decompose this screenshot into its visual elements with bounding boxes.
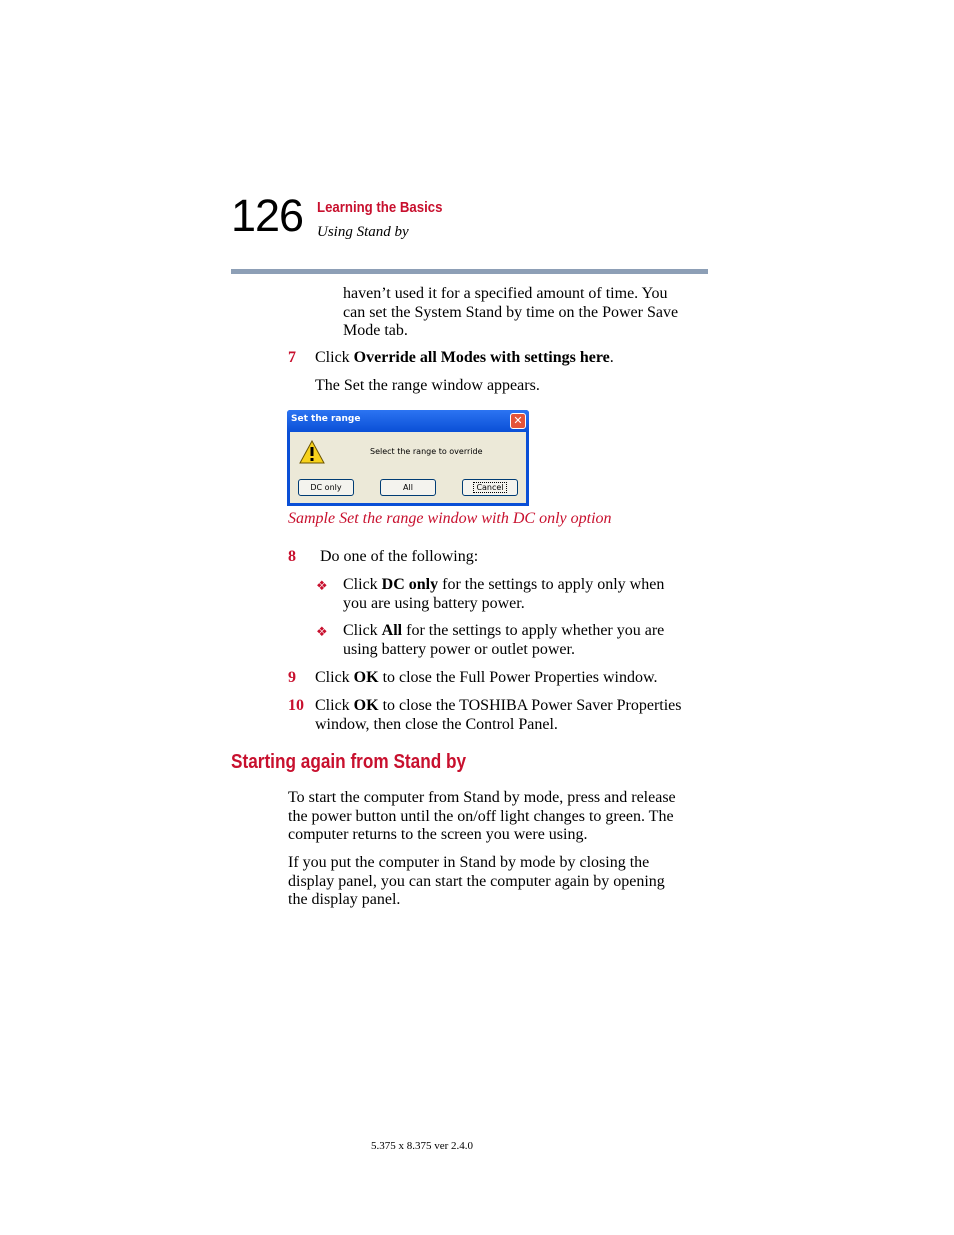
step-text: to close the TOSHIBA Power Saver Properties bbox=[378, 697, 682, 714]
step-7-followup: The Set the range window appears. bbox=[315, 377, 540, 394]
dialog-title: Set the range bbox=[291, 414, 361, 424]
step-10-text bbox=[315, 697, 682, 734]
step-text: Click bbox=[315, 349, 354, 366]
intro-paragraph bbox=[343, 285, 678, 341]
section-title: Using Stand by bbox=[317, 224, 409, 240]
section-heading: Starting again from Stand by bbox=[231, 751, 467, 773]
all-button[interactable] bbox=[380, 479, 436, 496]
all-label: All bbox=[403, 483, 413, 492]
step-number: 9 bbox=[288, 669, 296, 686]
bullet-icon: ❖ bbox=[316, 578, 328, 593]
step-text: Click bbox=[315, 669, 354, 686]
paragraph-line: computer returns to the screen you were using. bbox=[288, 826, 588, 843]
bullet-text: Click bbox=[343, 622, 382, 639]
paragraph-line: the display panel. bbox=[288, 891, 401, 908]
dialog-body bbox=[290, 432, 526, 503]
header-rule bbox=[231, 269, 708, 274]
step-text: to close the Full Power Properties window. bbox=[378, 669, 658, 686]
step-text: . bbox=[609, 349, 614, 366]
step-bold: OK bbox=[353, 669, 379, 686]
intro-line: haven’t used it for a specified amount of time. You bbox=[343, 285, 668, 302]
bullet-item bbox=[343, 622, 664, 659]
chapter-title: Learning the Basics bbox=[317, 199, 443, 216]
step-number: 8 bbox=[288, 548, 296, 565]
paragraph-line: If you put the computer in Stand by mode by closing the bbox=[288, 854, 650, 871]
bullet-text: you are using battery power. bbox=[343, 594, 525, 612]
step-number: 7 bbox=[288, 349, 296, 366]
bullet-bold: All bbox=[381, 622, 403, 639]
bullet-text: for the settings to apply only when bbox=[438, 576, 665, 593]
intro-line: can set the System Stand by time on the Power Save bbox=[343, 303, 679, 321]
step-bold: OK bbox=[353, 697, 379, 714]
cancel-button[interactable] bbox=[462, 479, 518, 496]
bullet-bold: DC only bbox=[381, 576, 439, 593]
warning-icon bbox=[299, 440, 325, 464]
paragraph bbox=[288, 854, 665, 910]
paragraph-line: display panel, you can start the computer again by opening bbox=[288, 872, 665, 890]
bullet-text: using battery power or outlet power. bbox=[343, 640, 575, 658]
bullet-text: for the settings to apply whether you are bbox=[402, 622, 665, 639]
set-range-dialog bbox=[287, 410, 529, 506]
bullet-item bbox=[343, 576, 664, 613]
dc-only-button[interactable] bbox=[298, 479, 354, 496]
cancel-label: Cancel bbox=[476, 483, 504, 492]
paragraph bbox=[288, 789, 676, 845]
intro-line: Mode tab. bbox=[343, 322, 408, 339]
step-text: window, then close the Control Panel. bbox=[315, 715, 558, 733]
step-9-text bbox=[315, 669, 658, 688]
bullet-icon: ❖ bbox=[316, 624, 328, 639]
dc-only-label: DC only bbox=[310, 483, 342, 492]
step-number: 10 bbox=[288, 697, 304, 714]
bullet-text: Click bbox=[343, 576, 382, 593]
step-7-text bbox=[315, 349, 614, 368]
close-icon[interactable]: ✕ bbox=[510, 413, 526, 429]
step-bold: Override all Modes with settings here bbox=[353, 349, 610, 366]
step-text: Click bbox=[315, 697, 354, 714]
dialog-message: Select the range to override bbox=[370, 447, 483, 456]
page-footer: 5.375 x 8.375 ver 2.4.0 bbox=[371, 1140, 474, 1152]
paragraph-line: the power button until the on/off light changes to green. The bbox=[288, 807, 674, 825]
figure-caption: Sample Set the range window with DC only option bbox=[288, 510, 612, 527]
step-8-text: Do one of the following: bbox=[320, 548, 479, 565]
paragraph-line: To start the computer from Stand by mode, press and release bbox=[288, 789, 676, 806]
dialog-titlebar bbox=[287, 410, 529, 432]
page-number: 126 bbox=[231, 190, 304, 241]
